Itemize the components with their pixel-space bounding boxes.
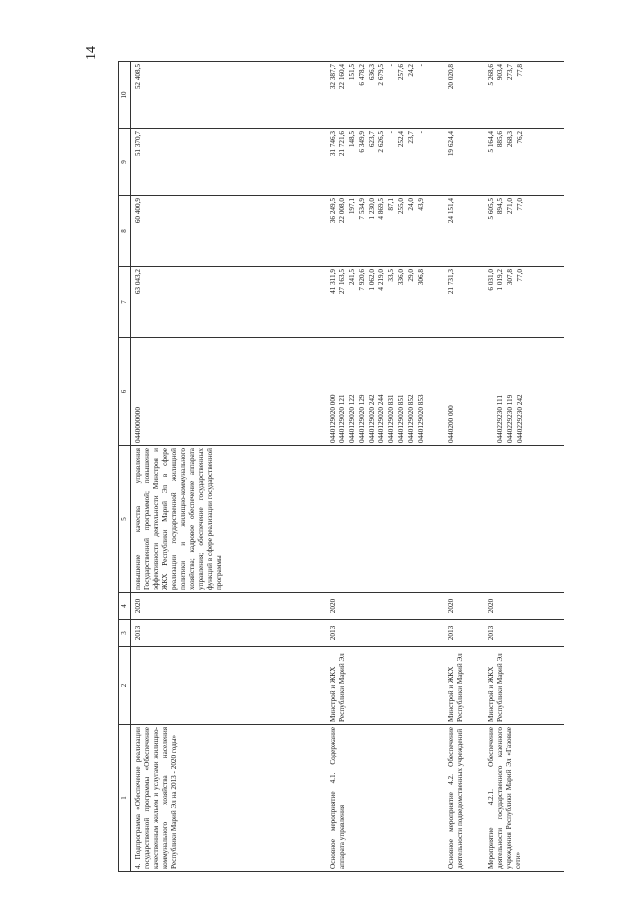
cell-col-7: [444, 267, 484, 338]
cell-col-1: Мероприятие 4.2.1. Обеспечение деятельности государственного казенного учреждения Республики Марий Эл «Газовые сети»: [484, 725, 564, 872]
cell-col-1: 4. Подпрограмма «Обеспечение реализации государственной программы «Обеспечение качественным жильем и услугами жилищно-коммунального хозяйства населения Республики Марий Эл на 2013 - 2020 годы»: [131, 725, 326, 872]
cell-col-4: 2020: [131, 593, 326, 620]
cell-col-2: Минстрой и ЖКХ Республики Марий Эл: [484, 647, 564, 725]
cell-col-3: 2013: [444, 620, 484, 647]
amount-value: 623,7: [367, 131, 376, 148]
amount-value: 77,0: [515, 198, 524, 211]
cell-col-5: [444, 446, 484, 593]
budget-code: 0440129020 122: [348, 394, 357, 443]
amount-value: 5 268,6: [486, 64, 495, 86]
col-header-8: 8: [119, 196, 131, 267]
table-row: [484, 62, 564, 872]
amount-value: 32 387,7: [328, 64, 337, 90]
table-row: [444, 62, 484, 872]
budget-code: 0440129020 853: [416, 394, 425, 443]
amount-value: 27 163,5: [338, 269, 347, 295]
amount-value: 19 624,4: [446, 131, 455, 157]
amount-value: 63 043,2: [134, 269, 142, 295]
budget-code: 0440129020 000: [328, 394, 337, 443]
amount-value: 21 721,6: [338, 131, 347, 157]
budget-code: 0440129020 242: [367, 394, 376, 443]
budget-code: 0440129020 244: [377, 394, 386, 443]
amount-value: 252,4: [397, 131, 406, 148]
amount-value: 241,5: [348, 269, 357, 286]
cell-col-4: 2020: [484, 593, 564, 620]
cell-col-2: [131, 647, 326, 725]
cell-col-4: 2020: [326, 593, 444, 620]
amount-value: 87,1: [387, 198, 396, 211]
amount-value: 306,8: [416, 269, 425, 286]
amount-value: 24,0: [406, 198, 415, 211]
amount-value: 885,6: [496, 131, 505, 148]
amount-value: 273,7: [506, 64, 515, 81]
amount-value: 903,4: [496, 64, 505, 81]
cell-col-5: [484, 446, 564, 593]
table-row: [131, 62, 326, 872]
amount-value: 29,0: [406, 269, 415, 282]
cell-col-10: [484, 62, 564, 129]
cell-col-4: 2020: [444, 593, 484, 620]
cell-col-6: [484, 338, 564, 446]
col-header-5: 5: [119, 446, 131, 593]
amount-value: 31 746,3: [328, 131, 337, 157]
amount-value: 60 400,9: [134, 198, 142, 224]
amount-value: -: [387, 64, 396, 67]
amount-value: -: [416, 64, 425, 67]
cell-col-1: Основное мероприятие 4.1. Содержание аппарата управления: [326, 725, 444, 872]
amount-value: 6 478,2: [357, 64, 366, 86]
cell-col-10: [131, 62, 326, 129]
amount-value: 22 160,4: [338, 64, 347, 90]
cell-col-9: [484, 129, 564, 196]
cell-col-9: [131, 129, 326, 196]
cell-col-9: [326, 129, 444, 196]
amount-value: 197,1: [348, 198, 357, 215]
budget-code: [487, 340, 497, 443]
amount-value: 24 151,4: [446, 198, 455, 224]
amount-value: 22 008,0: [338, 198, 347, 224]
amount-value: -: [387, 131, 396, 134]
amount-value: 255,0: [397, 198, 406, 215]
amount-value: 23,7: [406, 131, 415, 144]
cell-col-6: [131, 338, 326, 446]
table-row: [326, 62, 444, 872]
amount-value: 77,0: [515, 269, 524, 282]
cell-col-6: [444, 338, 484, 446]
amount-value: 52 408,5: [134, 64, 142, 90]
amount-value: 7 920,6: [357, 269, 366, 291]
amount-value: 33,5: [387, 269, 396, 282]
amount-value: 6 349,9: [357, 131, 366, 153]
amount-value: 2 626,5: [377, 131, 386, 153]
cell-col-2: Минстрой и ЖКХ Республики Марий Эл: [444, 647, 484, 725]
amount-value: 20 020,8: [446, 64, 455, 90]
cell-col-7: [326, 267, 444, 338]
col-header-1: 1: [119, 725, 131, 872]
col-header-7: 7: [119, 267, 131, 338]
amount-value: 336,0: [397, 269, 406, 286]
cell-col-5: повышение качества управления Государственной программой; повышение эффективности деятельности Минстроя и ЖКХ Республики Марий Эл в сфере реализации государственной жилищной политики и жилищно-коммунального хозяйства; кадровое обеспечение аппарата управления; обеспечение государственных функций в сфере реализации государственной программы: [131, 446, 326, 593]
amount-value: 271,0: [506, 198, 515, 215]
col-header-4: 4: [119, 593, 131, 620]
cell-col-8: [131, 196, 326, 267]
amount-value: 636,3: [367, 64, 376, 81]
cell-col-7: [131, 267, 326, 338]
budget-code: 0440229230 111: [496, 395, 505, 443]
col-header-6: 6: [119, 338, 131, 446]
amount-value: -: [416, 131, 425, 134]
amount-value: 43,9: [416, 198, 425, 211]
amount-value: 894,5: [496, 198, 505, 215]
amount-value: 6 031,0: [486, 269, 495, 291]
amount-value: 21 731,3: [446, 269, 455, 295]
amount-value: 1 230,0: [367, 198, 376, 220]
amount-value: 1 019,2: [496, 269, 505, 291]
budget-code: 0440200 000: [446, 405, 455, 443]
cell-col-6: [326, 338, 444, 446]
budget-code: 0440129020 851: [397, 394, 406, 443]
rotated-page: [118, 62, 618, 872]
amount-value: 4 869,5: [377, 198, 386, 220]
amount-value: 5 605,5: [486, 198, 495, 220]
budget-code: 0440229230 242: [515, 394, 524, 443]
col-header-10: 10: [119, 62, 131, 129]
budget-code: 0440229230 119: [506, 394, 515, 443]
program-table: [118, 61, 564, 872]
amount-value: 36 249,5: [328, 198, 337, 224]
cell-col-8: [444, 196, 484, 267]
amount-value: 307,8: [506, 269, 515, 286]
col-header-3: 3: [119, 620, 131, 647]
cell-col-5: [326, 446, 444, 593]
budget-code: 0440129020 121: [338, 394, 347, 443]
amount-value: 24,2: [406, 64, 415, 77]
cell-col-10: [326, 62, 444, 129]
amount-value: 2 679,5: [377, 64, 386, 86]
col-header-9: 9: [119, 129, 131, 196]
amount-value: 268,3: [506, 131, 515, 148]
cell-col-3: 2013: [326, 620, 444, 647]
amount-value: 51 370,7: [134, 131, 142, 157]
budget-code: 0440129020 129: [357, 394, 366, 443]
amount-value: 151,5: [348, 64, 357, 81]
cell-col-3: 2013: [131, 620, 326, 647]
page-number: 14: [84, 46, 99, 60]
amount-value: 1 062,0: [367, 269, 376, 291]
amount-value: 148,5: [348, 131, 357, 148]
cell-col-3: 2013: [484, 620, 564, 647]
col-header-2: 2: [119, 647, 131, 725]
budget-code: 0440129020 831: [387, 394, 396, 443]
budget-code: 0440000000: [134, 407, 142, 443]
amount-value: 4 219,0: [377, 269, 386, 291]
header-row: [119, 62, 131, 872]
amount-value: 77,8: [515, 64, 524, 77]
budget-code: 0440129020 852: [406, 394, 415, 443]
amount-value: 257,6: [397, 64, 406, 81]
amount-value: 41 311,9: [328, 269, 337, 294]
amount-value: 76,2: [515, 131, 524, 144]
amount-value: 5 164,4: [486, 131, 495, 153]
cell-col-10: [444, 62, 484, 129]
amount-value: 7 534,9: [357, 198, 366, 220]
cell-col-9: [444, 129, 484, 196]
cell-col-8: [484, 196, 564, 267]
cell-col-2: Минстрой и ЖКХ Республики Марий Эл: [326, 647, 444, 725]
cell-col-7: [484, 267, 564, 338]
cell-col-1: Основное мероприятие 4.2. Обеспечение деятельности подведомственных учреждений: [444, 725, 484, 872]
cell-col-8: [326, 196, 444, 267]
